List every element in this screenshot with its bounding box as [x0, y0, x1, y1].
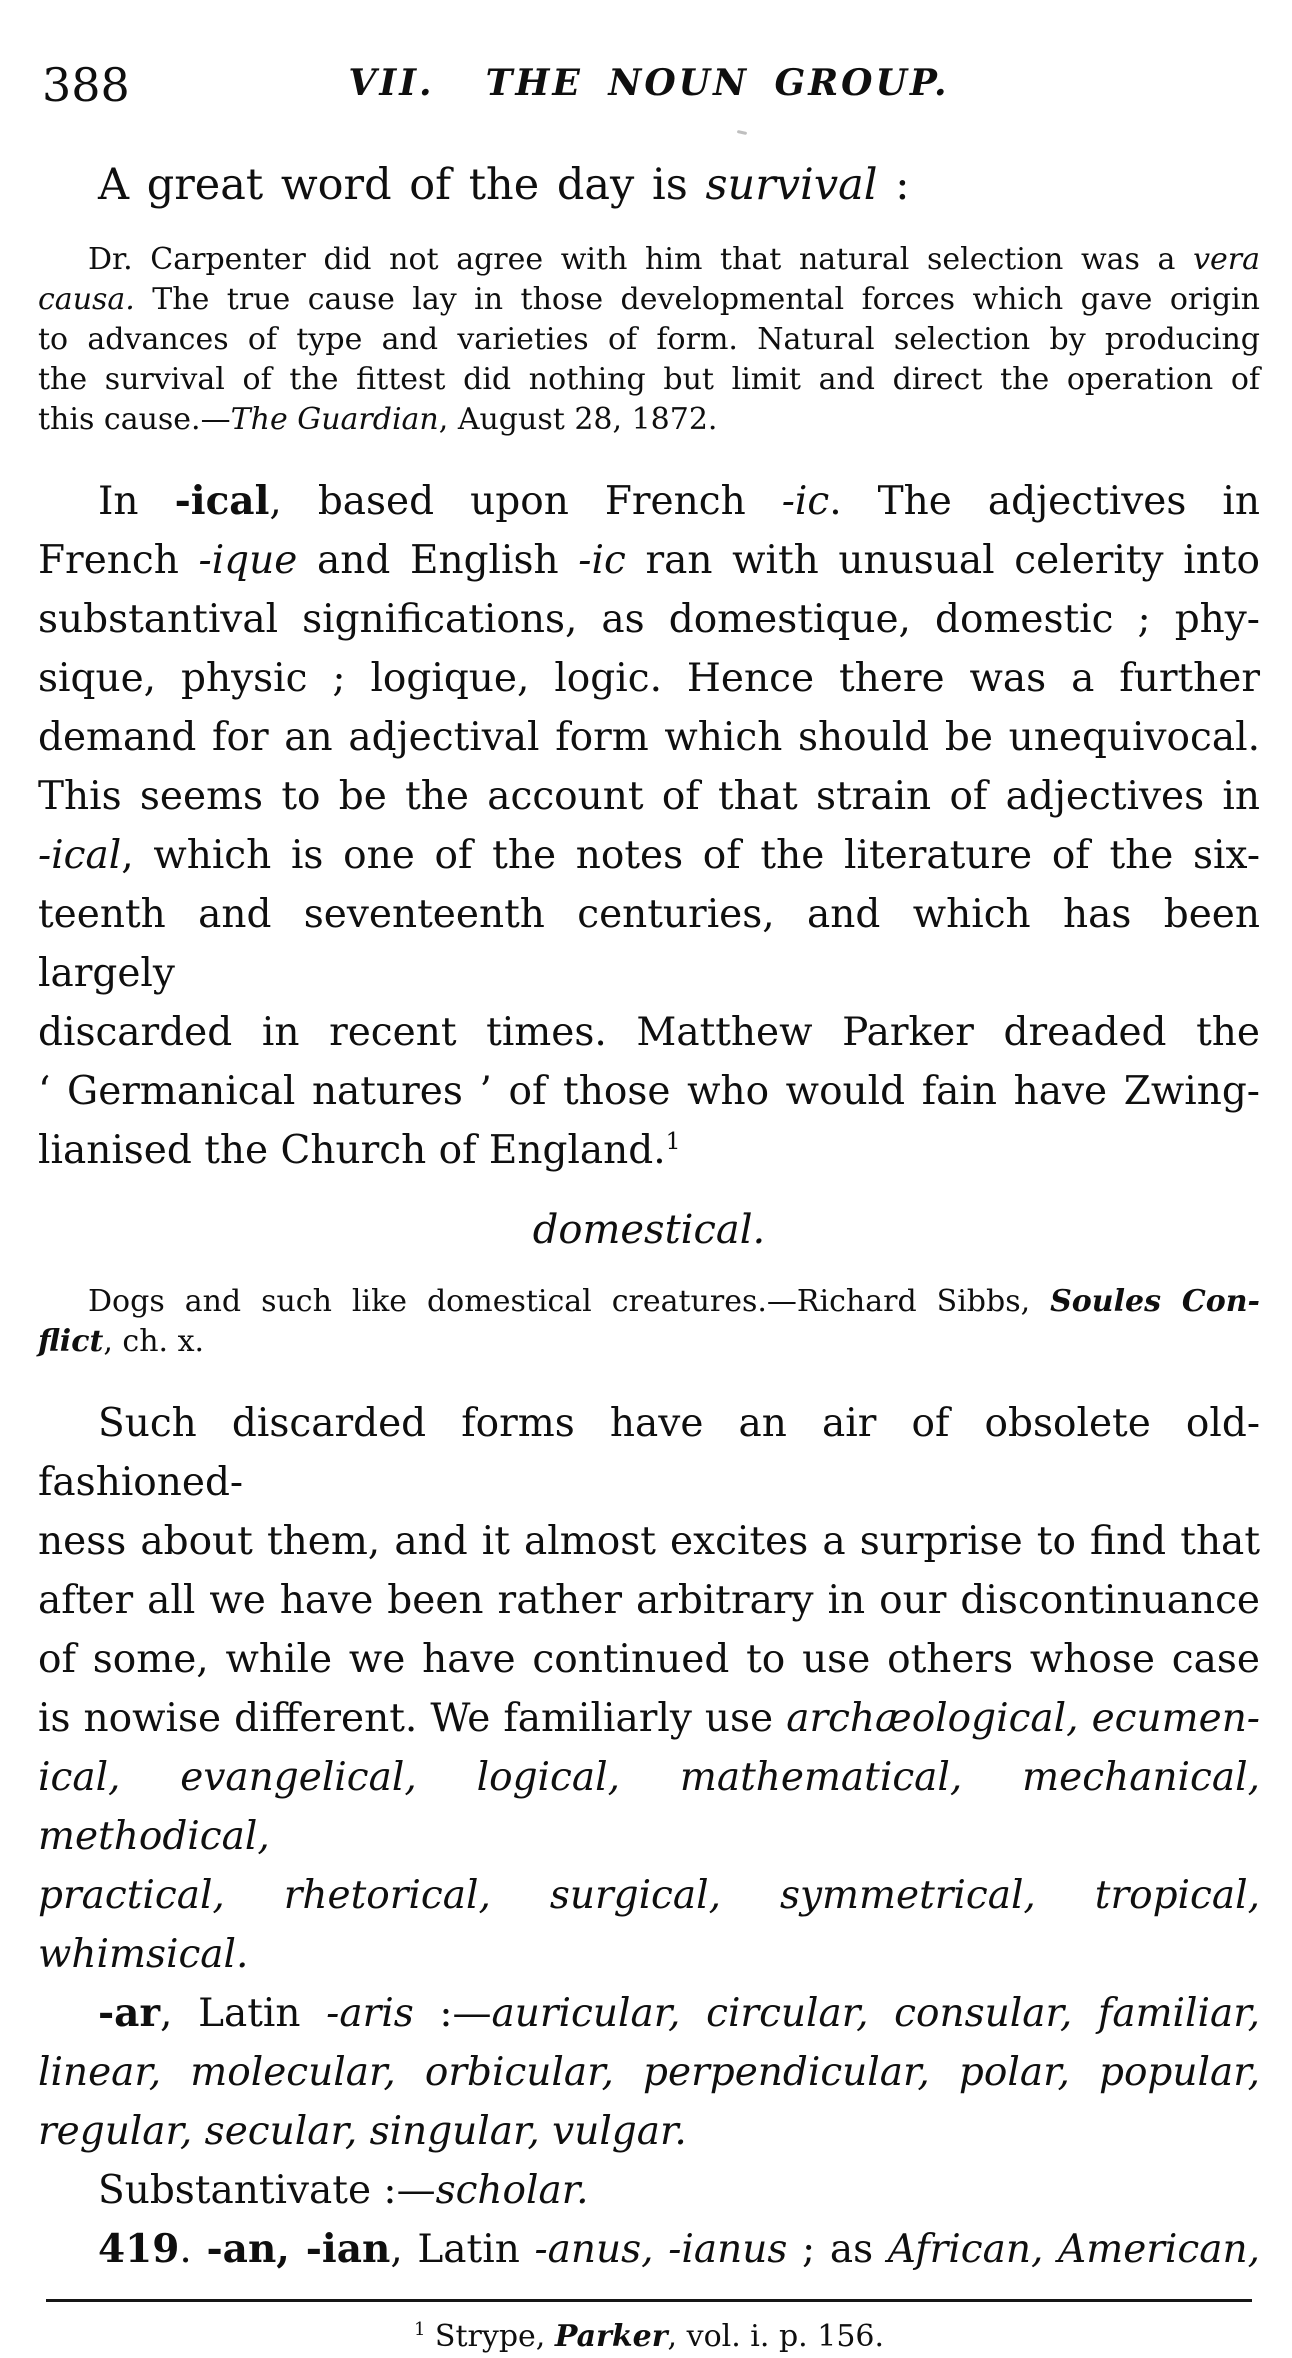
text-run: -an, -ian [206, 2226, 391, 2272]
footnote [38, 2316, 1260, 2358]
text-line [38, 1121, 1260, 1180]
text-run: sique, physic ; logique, logic. Hence there was a further [38, 656, 1260, 701]
text-run: Such discarded forms have an air of obsolete old-fashioned- [38, 1401, 1260, 1505]
text-run: teenth and seventeenth centuries, and which has been largely [38, 892, 1260, 996]
text-run: Dogs and such like domestical creatures.—Richard Sibbs, [88, 1284, 1051, 1319]
text-run: -ic [781, 479, 830, 524]
text-run: auricular, circular, consular, familiar, [491, 1991, 1260, 2036]
text-run: , which is one of the notes of the literature of the six- [121, 833, 1260, 878]
para-substantivate [38, 2161, 1260, 2220]
text-line [38, 590, 1260, 649]
footnote-ref: 1 [665, 1127, 681, 1155]
text-line [38, 1512, 1260, 1571]
text-run: ical, evangelical, logical, mathematical, mechanical, methodical, [38, 1755, 1260, 1859]
text-run: , August 28, 1872. [438, 402, 718, 437]
text-line [38, 472, 1260, 531]
text-run: This seems to be the account of that strain of adjectives in [38, 774, 1260, 819]
text-run: after all we have been rather arbitrary in our discontinuance [38, 1578, 1260, 1623]
text-line [38, 360, 1260, 400]
text-run: . The adjectives in [829, 479, 1260, 524]
text-run: -ar [98, 1990, 161, 2036]
intro-sentence [38, 156, 1260, 214]
text-line [38, 2220, 1260, 2279]
text-run: is nowise different. We familiarly use [38, 1696, 787, 1741]
text-run: Parker [554, 2319, 668, 2354]
text-run: scholar. [435, 2168, 589, 2213]
text-run: Substantivate :— [98, 2168, 436, 2213]
text-line [38, 1204, 1260, 1256]
text-run: causa. [38, 282, 135, 317]
text-run: to advances of type and varieties of form. Natural selection by producing [38, 322, 1260, 357]
scan-artifact [737, 130, 747, 135]
text-line [38, 240, 1260, 280]
text-run: African, American, [887, 2227, 1260, 2272]
quote-guardian [38, 240, 1260, 440]
text-line [38, 1571, 1260, 1630]
text-run: survival [705, 160, 878, 210]
text-line [38, 531, 1260, 590]
text-line [38, 1984, 1260, 2043]
text-run: 419 [98, 2226, 180, 2272]
text-line [38, 1282, 1260, 1322]
text-run: Strype, [425, 2319, 555, 2354]
text-run: :— [413, 1991, 492, 2036]
text-line [38, 1689, 1260, 1748]
text-run: A great word of the day is [98, 160, 706, 210]
text-run: -anus, -ianus [534, 2227, 788, 2272]
text-run: ; as [787, 2227, 888, 2272]
quote-sibbs [38, 1282, 1260, 1362]
text-run: , Latin [160, 1991, 327, 2036]
text-line [38, 320, 1260, 360]
text-run: -aris [326, 1991, 414, 2036]
text-run: flict [38, 1324, 104, 1359]
text-line [38, 649, 1260, 708]
text-run: substantival significations, as domestique, domestic ; phy- [38, 597, 1260, 642]
text-line [38, 885, 1260, 1003]
page-header [38, 56, 1260, 110]
text-line [38, 1748, 1260, 1866]
text-run: , ch. x. [103, 1324, 205, 1359]
page-number: 388 [42, 58, 130, 112]
content [38, 156, 1260, 2279]
text-run: ness about them, and it almost excites a surprise to find that [38, 1519, 1260, 1564]
text-run: , based upon French [269, 479, 782, 524]
text-line [38, 1322, 1260, 1362]
text-run: -ic [578, 538, 626, 583]
text-run: , vol. i. p. 156. [667, 2319, 885, 2354]
text-run: discarded in recent times. Matthew Parker dreaded the [38, 1010, 1260, 1055]
text-line [38, 1630, 1260, 1689]
text-line [38, 1866, 1260, 1984]
text-line [38, 400, 1260, 440]
para-419 [38, 2220, 1260, 2279]
text-run: , Latin [390, 2227, 535, 2272]
text-line [38, 767, 1260, 826]
para-ical [38, 472, 1260, 1180]
text-run: The Guardian [230, 402, 439, 437]
text-run: The true cause lay in those developmental forces which gave origin [134, 282, 1260, 317]
text-run: domestical. [532, 1207, 766, 1253]
text-run: Soules Con- [1050, 1284, 1260, 1319]
footnote-ref: 1 [413, 2319, 426, 2340]
text-line [38, 2161, 1260, 2220]
text-line [38, 2102, 1260, 2161]
para-ar [38, 1984, 1260, 2161]
text-line [38, 2043, 1260, 2102]
text-line [38, 280, 1260, 320]
heading-domestical [38, 1204, 1260, 1256]
text-run: this cause.— [38, 402, 231, 437]
text-run: the survival of the fittest did nothing but limit and direct the operation of [38, 362, 1260, 397]
text-run: lianised the Church of England. [38, 1128, 666, 1173]
running-head: VII. THE NOUN GROUP. [348, 62, 950, 104]
text-run: linear, molecular, orbicular, perpendicular, polar, popular, [38, 2050, 1260, 2095]
footnote-text [38, 2316, 1260, 2358]
text-line [38, 156, 1260, 214]
text-line [38, 1062, 1260, 1121]
text-run: Dr. Carpenter did not agree with him that natural selection was a [88, 242, 1194, 277]
text-run: demand for an adjectival form which should be unequivocal. [38, 715, 1260, 760]
text-line [38, 708, 1260, 767]
text-run: French [38, 538, 199, 583]
text-run: of some, while we have continued to use others whose case [38, 1637, 1260, 1682]
text-run: -ique [198, 538, 298, 583]
text-run: archæological, ecumen- [786, 1696, 1260, 1741]
text-line [38, 826, 1260, 885]
text-run: : [877, 160, 910, 210]
para-discarded [38, 1394, 1260, 1984]
text-run: -ical [38, 833, 122, 878]
footnote-rule [46, 2299, 1252, 2302]
text-run: ran with unusual celerity into [625, 538, 1260, 583]
text-run: ‘ Germanical natures ’ of those who would fain have Zwing- [38, 1069, 1260, 1114]
text-run: regular, secular, singular, vulgar. [38, 2109, 687, 2154]
text-run: In [98, 479, 175, 524]
text-run: vera [1193, 242, 1260, 277]
text-run: practical, rhetorical, surgical, symmetrical, tropical, whimsical. [38, 1873, 1260, 1977]
text-line [38, 1394, 1260, 1512]
text-run: and English [297, 538, 579, 583]
text-run: . [179, 2227, 207, 2272]
text-run: -ical [174, 478, 270, 524]
text-line [38, 1003, 1260, 1062]
